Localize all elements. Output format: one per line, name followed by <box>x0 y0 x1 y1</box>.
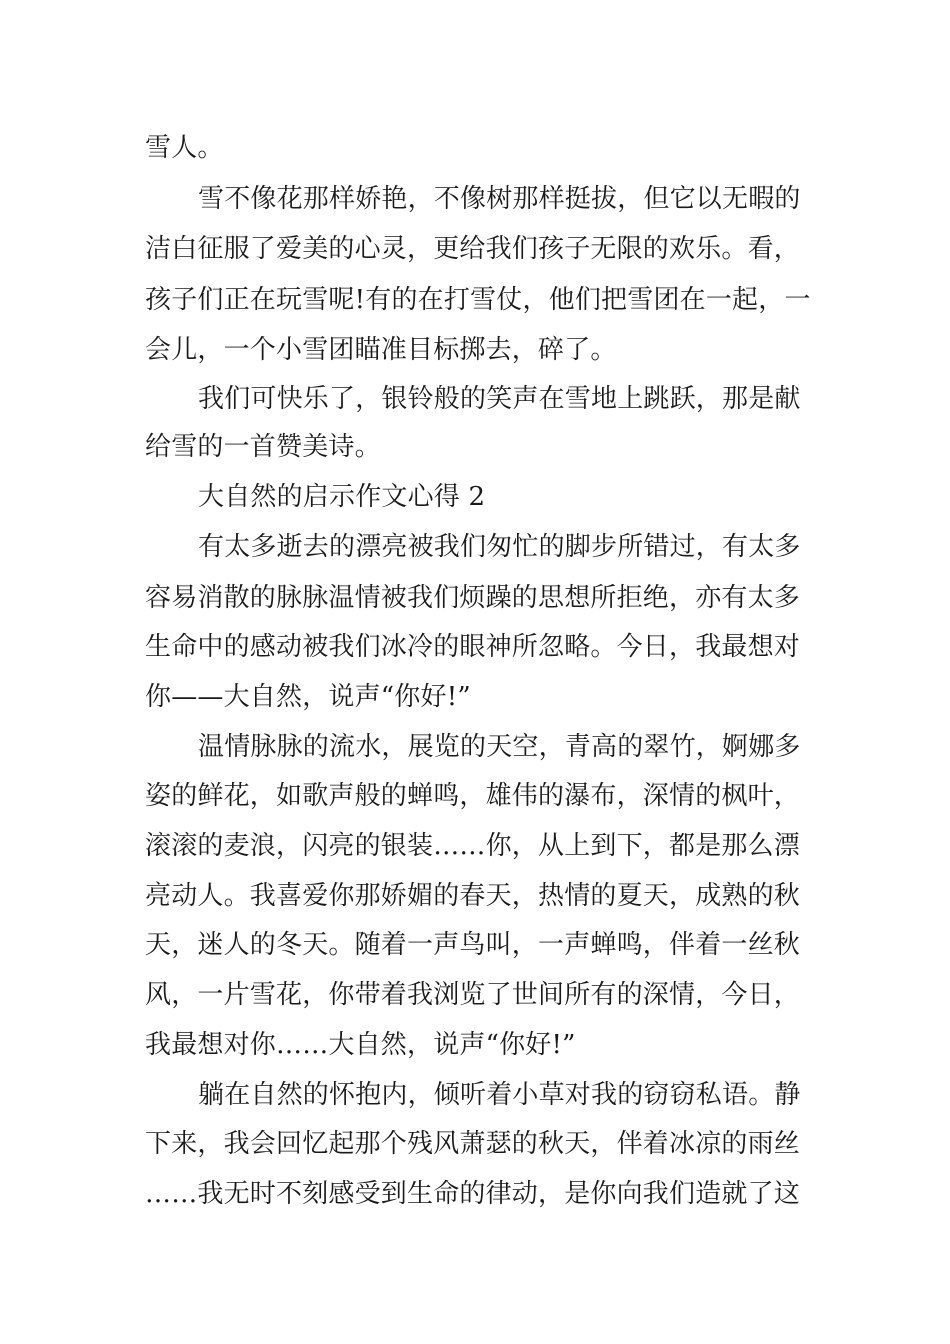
paragraph-start-line: 我们可快乐了，银铃般的笑声在雪地上跳跃，那是献 <box>198 384 801 414</box>
paragraph-start-line: 雪不像花那样娇艳，不像树那样挺拔，但它以无暇的 <box>198 184 801 214</box>
text-line: 姿的鲜花，如歌声般的蝉鸣，雄伟的瀑布，深情的枫叶， <box>145 781 801 811</box>
text-line: 容易消散的脉脉温情被我们烦躁的思想所拒绝，亦有太多 <box>145 583 801 613</box>
text-line: 洁白征服了爱美的心灵，更给我们孩子无限的欢乐。看， <box>145 234 801 264</box>
text-line: 滚滚的麦浪，闪亮的银装……你，从上到下，都是那么漂 <box>145 831 801 861</box>
text-line: 天，迷人的冬天。随着一声鸟叫，一声蝉鸣，伴着一丝秋 <box>145 930 801 960</box>
text-line: 雪人。 <box>145 133 224 163</box>
paragraph-start-line: 躺在自然的怀抱内，倾听着小草对我的窃窃私语。静 <box>198 1080 801 1110</box>
text-line: 孩子们正在玩雪呢!有的在打雪仗，他们把雪团在一起，一 <box>145 285 811 315</box>
section-heading: 大自然的启示作文心得 2 <box>198 482 486 512</box>
text-line: 生命中的感动被我们冰冷的眼神所忽略。今日，我最想对 <box>145 632 801 662</box>
paragraph-start-line: 有太多逝去的漂亮被我们匆忙的脚步所错过，有太多 <box>198 532 801 562</box>
text-line: 亮动人。我喜爱你那娇媚的春天，热情的夏天，成熟的秋 <box>145 881 801 911</box>
paragraph-start-line: 温情脉脉的流水，展览的天空，青高的翠竹，婀娜多 <box>198 732 801 762</box>
text-line: 你——大自然，说声“你好!” <box>145 682 471 712</box>
text-line: ……我无时不刻感受到生命的律动，是你向我们造就了这 <box>145 1179 801 1209</box>
text-line: 会儿，一个小雪团瞄准目标掷去，碎了。 <box>145 335 617 365</box>
text-line: 风，一片雪花，你带着我浏览了世间所有的深情，今日， <box>145 980 801 1010</box>
text-line: 我最想对你……大自然，说声“你好!” <box>145 1030 576 1060</box>
text-line: 下来，我会回忆起那个残风萧瑟的秋天，伴着冰凉的雨丝 <box>145 1129 801 1159</box>
text-line: 给雪的一首赞美诗。 <box>145 432 381 462</box>
